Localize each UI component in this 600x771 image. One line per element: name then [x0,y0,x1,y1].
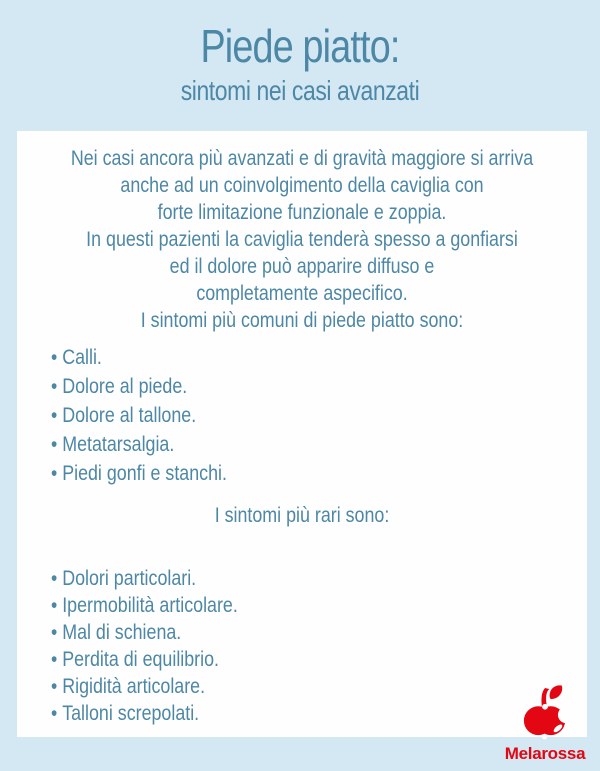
symptom-item: • Dolori particolari. [51,565,507,592]
intro-line: ed il dolore può apparire diffuso e [169,255,435,278]
rare-symptoms-heading: I sintomi più rari sono: [214,504,390,527]
intro-line: In questi pazienti la caviglia tenderà spesso a gonfiarsi [86,228,518,251]
symptom-item: • Dolore al piede. [51,372,507,401]
symptom-item: • Rigidità articolare. [51,673,507,700]
symptom-item: • Mal di schiena. [51,619,507,646]
common-symptoms-list [17,343,587,488]
melarossa-logo [502,684,588,764]
intro-line: forte limitazione funzionale e zoppia. [157,201,447,224]
symptom-item: • Talloni screpolati. [51,700,507,727]
symptom-item: • Piedi gonfi e stanchi. [51,459,507,488]
symptom-item: • Metatarsalgia. [51,430,507,459]
page-subtitle: sintomi nei casi avanzati [180,75,420,106]
intro-line: I sintomi più comuni di piede piatto sono: [140,309,464,332]
symptom-item: • Calli. [51,343,507,372]
logo-text: Melarossa [504,744,586,763]
symptom-item: • Dolore al tallone. [51,401,507,430]
intro-line: completamente aspecifico. [196,282,408,305]
intro-paragraph [17,145,587,334]
apple-icon [521,684,569,742]
symptom-item: • Ipermobilità articolare. [51,592,507,619]
intro-line: Nei casi ancora più avanzati e di gravità maggiore si arriva [70,147,534,170]
intro-line: anche ad un coinvolgimento della caviglia con [120,174,484,197]
content-card [17,131,587,737]
symptom-item: • Perdita di equilibrio. [51,646,507,673]
page-title: Piede piatto: [200,20,400,72]
header [0,22,600,106]
